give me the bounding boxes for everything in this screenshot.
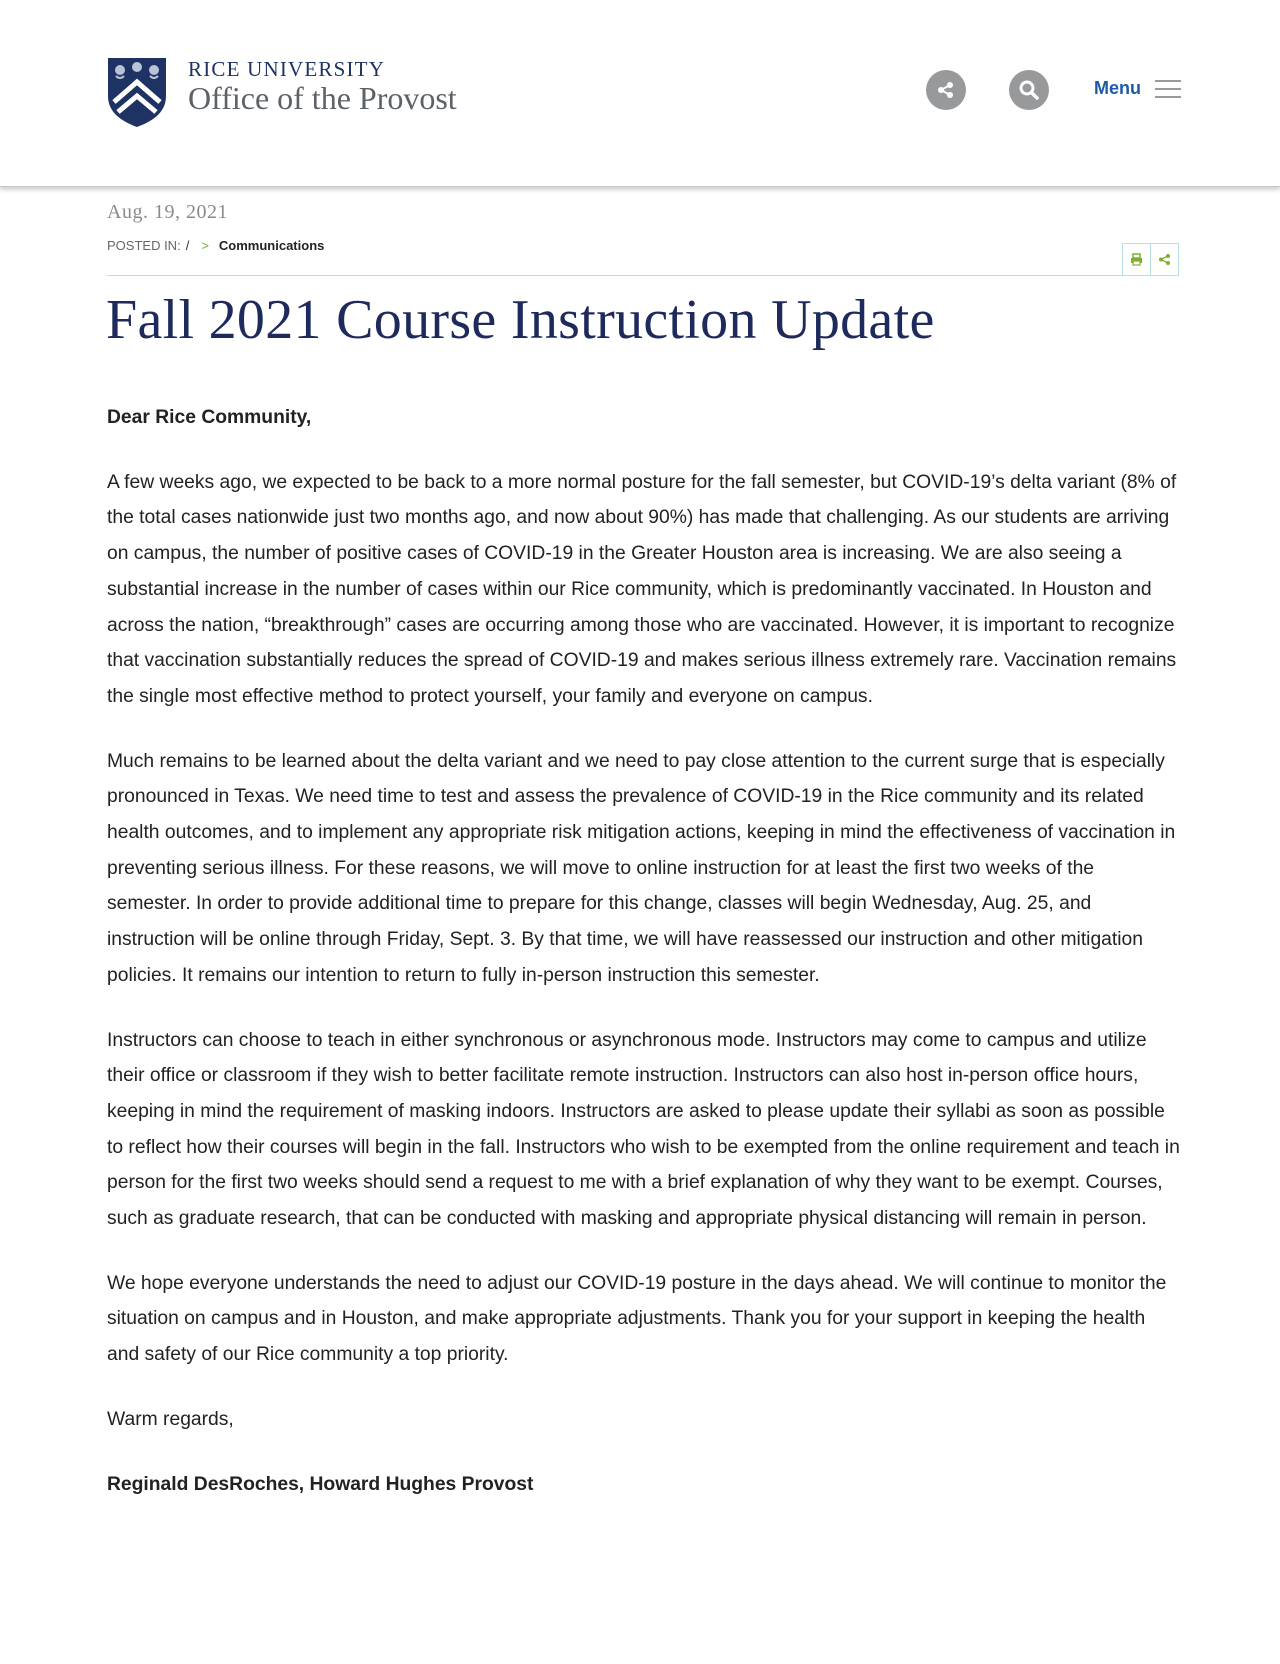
office-name: Office of the Provost — [188, 80, 457, 116]
page-title: Fall 2021 Course Instruction Update — [106, 289, 935, 351]
search-icon — [1018, 79, 1040, 101]
breadcrumb-separator: > — [201, 238, 209, 253]
share-icon — [1158, 253, 1171, 266]
menu-label: Menu — [1094, 78, 1141, 98]
header-share-button[interactable] — [926, 70, 966, 110]
article-paragraph: Instructors can choose to teach in either synchronous or asynchronous mode. Instructors may come to campus and utilize their office or classroom if they wish to better facilitate remote instruction. Instructors can also host in-person office hours, keeping in mind the requirement of masking indoors. Instructors are asked to please update their syllabi as soon as possible to reflect how their courses will begin in the fall. Instructors who wish to be exempted from the online requirement and teach in person for the first two weeks should send a request to me with a brief explanation of why they want to be exempt. Courses, such as graduate research, that can be conducted with masking and appropriate physical distancing will remain in person. — [107, 1029, 1180, 1230]
print-icon — [1130, 253, 1143, 266]
article-paragraph: A few weeks ago, we expected to be back to a more normal posture for the fall semester, but COVID-19’s delta variant (8% of the total cases nationwide just two months ago, and now about 90%) has made that challenging. As our students are arriving on campus, the number of positive cases of COVID-19 in the Greater Houston area is increasing. We are also seeing a substantial increase in the number of cases within our Rice community, which is predominantly vaccinated. In Houston and across the nation, “breakthrough” cases are occurring among those who are vaccinated. However, it is important to recognize that vaccination substantially reduces the spread of COVID-19 and makes serious illness extremely rare. Vaccination remains the single most effective method to protect yourself, your family and everyone on campus. — [107, 471, 1177, 707]
article-paragraph: We hope everyone understands the need to adjust our COVID-19 posture in the days ahead. We will continue to monitor the situation on campus and in Houston, and make appropriate adjustments. Thank you for your support in keeping the health and safety of our Rice community a top priority. — [107, 1272, 1167, 1366]
hamburger-menu-icon — [1155, 79, 1181, 99]
print-button[interactable] — [1122, 243, 1151, 276]
rice-shield-logo-icon — [106, 56, 168, 128]
article-body — [107, 400, 1182, 1531]
header-search-button[interactable] — [1009, 70, 1049, 110]
breadcrumb-root-link[interactable]: / — [185, 238, 190, 253]
menu-button[interactable] — [1094, 78, 1181, 99]
post-date: Aug. 19, 2021 — [107, 201, 228, 223]
university-name: RICE UNIVERSITY — [188, 57, 386, 81]
site-logo[interactable] — [106, 56, 457, 128]
breadcrumb-category-link[interactable]: Communications — [218, 238, 325, 253]
closing: Warm regards, — [107, 1408, 234, 1430]
salutation: Dear Rice Community, — [107, 407, 312, 428]
article-share-button[interactable] — [1150, 243, 1179, 276]
posted-in-breadcrumb — [107, 238, 324, 253]
header-divider — [107, 275, 1179, 276]
share-icon — [936, 80, 956, 100]
site-header — [0, 0, 1280, 187]
signature: Reginald DesRoches, Howard Hughes Provost — [107, 1473, 534, 1495]
posted-in-label: POSTED IN: — [107, 238, 181, 253]
article-paragraph: Much remains to be learned about the delta variant and we need to pay close attention to the current surge that is especially pronounced in Texas. We need time to test and assess the prevalence of COVID-19 in the Rice community and its related health outcomes, and to implement any appropriate risk mitigation actions, keeping in mind the effectiveness of vaccination in preventing serious illness. For these reasons, we will move to online instruction for at least the first two weeks of the semester. In order to provide additional time to prepare for this change, classes will begin Wednesday, Aug. 25, and instruction will be online through Friday, Sept. 3. By that time, we will have reassessed our instruction and other mitigation policies. It remains our intention to return to fully in-person instruction this semester. — [107, 750, 1176, 986]
